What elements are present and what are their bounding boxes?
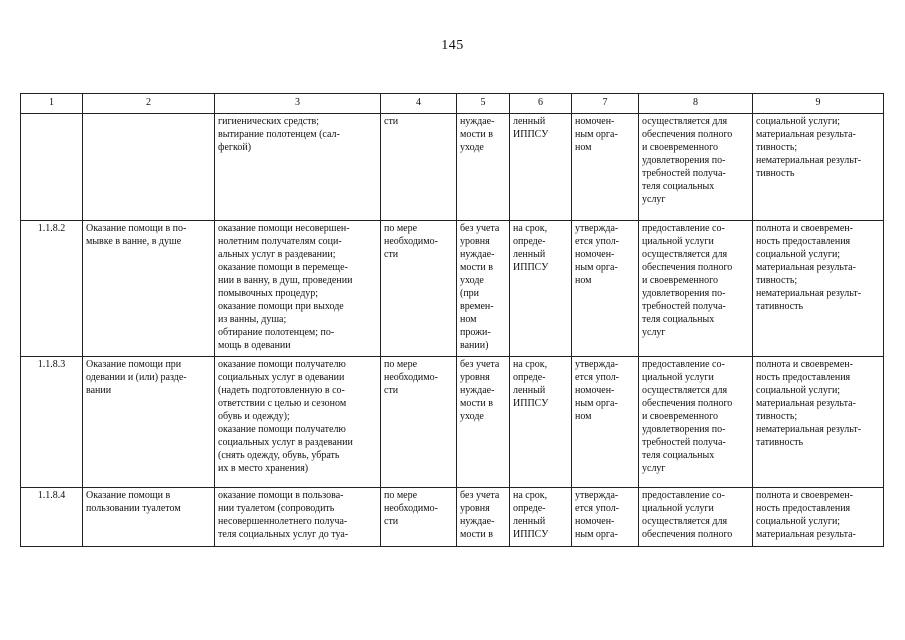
cell-line: утвержда- [575,223,619,234]
cell-line: нематериальная результ- [756,155,862,166]
cell-line: опреде- [513,372,546,383]
cell-line: предоставление со- [642,490,725,501]
cell-line: утвержда- [575,359,619,370]
cell-line: альных услуг в раздевании; [218,249,336,260]
cell-line: нематериальная результ- [756,288,862,299]
cell-line: нии туалетом (сопроводить [218,503,335,514]
column-header: 4 [381,94,457,114]
cell-line: ным орга- [575,398,618,409]
cell-line: нуждае- [460,516,495,527]
cell-line: мости в [460,529,493,540]
cell-line: уходе [460,411,484,422]
cell-period [381,221,457,357]
cell-line: уровня [460,372,490,383]
cell-conditions [639,357,753,488]
cell-line: обеспечения полного [642,129,733,140]
service-name: Оказание помощи при одевании и (или) разде-вании [83,357,215,488]
cell-line: обтирание полотенцем; по- [218,327,335,338]
cell-line: услуг [642,327,666,338]
cell-line: времен- [460,301,494,312]
cell-line: ется упол- [575,503,620,514]
cell-line: ном [575,142,592,153]
cell-line: социальной услуги; [756,116,841,127]
cell-line: мости в [460,129,493,140]
cell-line: ном [575,275,592,286]
cell-line: сти [384,385,399,396]
cell-line: фегкой) [218,142,252,153]
cell-line: без учета [460,223,500,234]
cell-line: мощь в одевании [218,340,291,351]
service-number [21,114,83,221]
cell-norm [457,488,510,547]
cell-conditions [639,488,753,547]
cell-term [510,221,572,357]
cell-line: и своевременного [642,275,718,286]
cell-indicators [753,221,884,357]
cell-line: материальная результа- [756,398,856,409]
cell-line: сти [384,116,399,127]
cell-line: оказание помощи несовершен- [218,223,350,234]
cell-line: уровня [460,503,490,514]
cell-line: циальной услуги [642,503,714,514]
cell-line: ность предоставления [756,503,851,514]
cell-line: мости в [460,262,493,273]
cell-line: материальная результа- [756,262,856,273]
cell-line: оказание помощи при выходе [218,301,344,312]
cell-line: необходимо- [384,503,438,514]
cell-line: предоставление со- [642,223,725,234]
cell-line: (надеть подготовленную в со- [218,385,345,396]
services-table [20,93,884,547]
cell-line: (снять одежду, обувь, убрать [218,450,340,461]
cell-line: (при [460,288,480,299]
column-header: 5 [457,94,510,114]
cell-norm [457,221,510,357]
cell-indicators [753,357,884,488]
cell-line: удовлетворения по- [642,155,726,166]
cell-norm [457,357,510,488]
cell-period [381,357,457,488]
cell-line: полнота и своевремен- [756,359,853,370]
cell-line: вытирание полотенцем (сал- [218,129,340,140]
table-row [21,357,884,488]
cell-approval [572,221,639,357]
cell-content [215,357,381,488]
column-header: 9 [753,94,884,114]
cell-period [381,488,457,547]
cell-line: тивность [756,168,795,179]
cell-content [215,221,381,357]
cell-line: удовлетворения по- [642,288,726,299]
cell-norm [457,114,510,221]
cell-line: теля социальных услуг до туа- [218,529,349,540]
cell-line: необходимо- [384,372,438,383]
table-row [21,114,884,221]
cell-line: оказание помощи получателю [218,359,346,370]
service-name [83,114,215,221]
cell-line: требностей получа- [642,437,726,448]
column-header: 6 [510,94,572,114]
cell-approval [572,488,639,547]
cell-line: ИППСУ [513,398,549,409]
cell-line: теля социальных [642,181,715,192]
cell-line: обеспечения полного [642,529,733,540]
cell-line: уходе [460,142,484,153]
cell-line: на срок, [513,223,548,234]
cell-term [510,357,572,488]
cell-line: ность предоставления [756,236,851,247]
cell-line: ленный [513,516,546,527]
cell-line: и своевременного [642,411,718,422]
cell-content [215,114,381,221]
cell-line: полнота и своевремен- [756,490,853,501]
cell-line: удовлетворения по- [642,424,726,435]
cell-line: опреде- [513,503,546,514]
cell-line: материальная результа- [756,129,856,140]
cell-indicators [753,114,884,221]
service-number: 1.1.8.3 [21,357,83,488]
cell-line: необходимо- [384,236,438,247]
cell-line: без учета [460,359,500,370]
cell-conditions [639,221,753,357]
service-name: Оказание помощи в по-мывке в ванне, в душе [83,221,215,357]
cell-line: полнота и своевремен- [756,223,853,234]
cell-line: нолетним получателям соци- [218,236,342,247]
cell-line: и своевременного [642,142,718,153]
cell-line: нематериальная результ- [756,424,862,435]
cell-line: оказание помощи в пользова- [218,490,344,501]
cell-line: обеспечения полного [642,262,733,273]
cell-line: осуществляется для [642,116,728,127]
cell-line: без учета [460,490,500,501]
cell-indicators [753,488,884,547]
cell-line: тивность; [756,275,798,286]
cell-line: социальных услуг в одевании [218,372,345,383]
cell-line: осуществляется для [642,516,728,527]
column-header: 8 [639,94,753,114]
cell-line: гигиенических средств; [218,116,320,127]
cell-line: осуществляется для [642,385,728,396]
service-number: 1.1.8.2 [21,221,83,357]
cell-line: ленный [513,249,546,260]
cell-line: из ванны, душа; [218,314,287,325]
cell-line: ИППСУ [513,129,549,140]
service-number: 1.1.8.4 [21,488,83,547]
cell-line: требностей получа- [642,301,726,312]
cell-line: нуждае- [460,116,495,127]
cell-line: социальных услуг в раздевании [218,437,353,448]
column-header: 2 [83,94,215,114]
cell-line: помывочных процедур; [218,288,319,299]
cell-line: ется упол- [575,372,620,383]
cell-line: номочен- [575,249,615,260]
cell-term [510,114,572,221]
cell-content [215,488,381,547]
cell-line: теля социальных [642,314,715,325]
cell-line: тативность [756,301,804,312]
cell-line: социальной услуги; [756,516,841,527]
cell-conditions [639,114,753,221]
cell-line: обеспечения полного [642,398,733,409]
cell-line: вании) [460,340,489,351]
cell-line: оказание помощи получателю [218,424,346,435]
cell-line: ответствии с целью и сезоном [218,398,347,409]
cell-line: номочен- [575,116,615,127]
cell-line: услуг [642,463,666,474]
cell-line: осуществляется для [642,249,728,260]
column-header: 1 [21,94,83,114]
cell-line: уровня [460,236,490,247]
cell-line: сти [384,516,399,527]
cell-line: ленный [513,385,546,396]
cell-line: социальной услуги; [756,249,841,260]
cell-line: утвержда- [575,490,619,501]
cell-line: ность предоставления [756,372,851,383]
cell-line: нуждае- [460,249,495,260]
cell-line: несовершеннолетнего получа- [218,516,348,527]
cell-approval [572,357,639,488]
cell-line: их в место хранения) [218,463,309,474]
cell-line: ным орга- [575,529,618,540]
cell-approval [572,114,639,221]
cell-line: требностей получа- [642,168,726,179]
cell-line: на срок, [513,359,548,370]
cell-line: номочен- [575,516,615,527]
header-row [21,94,884,114]
column-header: 3 [215,94,381,114]
cell-line: по мере [384,490,418,501]
cell-line: циальной услуги [642,236,714,247]
cell-line: нуждае- [460,385,495,396]
cell-line: услуг [642,194,666,205]
cell-line: ным орга- [575,129,618,140]
cell-line: обувь и одежду); [218,411,290,422]
cell-term [510,488,572,547]
cell-line: ИППСУ [513,262,549,273]
cell-line: тивность; [756,411,798,422]
cell-line: сти [384,249,399,260]
cell-line: социальной услуги; [756,385,841,396]
cell-line: оказание помощи в перемеще- [218,262,348,273]
cell-line: теля социальных [642,450,715,461]
service-name: Оказание помощи в пользовании туалетом [83,488,215,547]
cell-line: тативность [756,437,804,448]
cell-line: мости в [460,398,493,409]
column-header: 7 [572,94,639,114]
cell-period [381,114,457,221]
table-row [21,488,884,547]
cell-line: прожи- [460,327,491,338]
cell-line: ется упол- [575,236,620,247]
cell-line: предоставление со- [642,359,725,370]
cell-line: циальной услуги [642,372,714,383]
cell-line: уходе [460,275,484,286]
cell-line: ном [575,411,592,422]
cell-line: номочен- [575,385,615,396]
cell-line: по мере [384,223,418,234]
cell-line: ИППСУ [513,529,549,540]
cell-line: материальная результа- [756,529,856,540]
cell-line: ном [460,314,477,325]
cell-line: тивность; [756,142,798,153]
cell-line: на срок, [513,490,548,501]
cell-line: нии в ванну, в душ, проведении [218,275,353,286]
table-row [21,221,884,357]
page-number: 145 [441,38,464,53]
cell-line: опреде- [513,236,546,247]
cell-line: ленный [513,116,546,127]
cell-line: по мере [384,359,418,370]
cell-line: ным орга- [575,262,618,273]
